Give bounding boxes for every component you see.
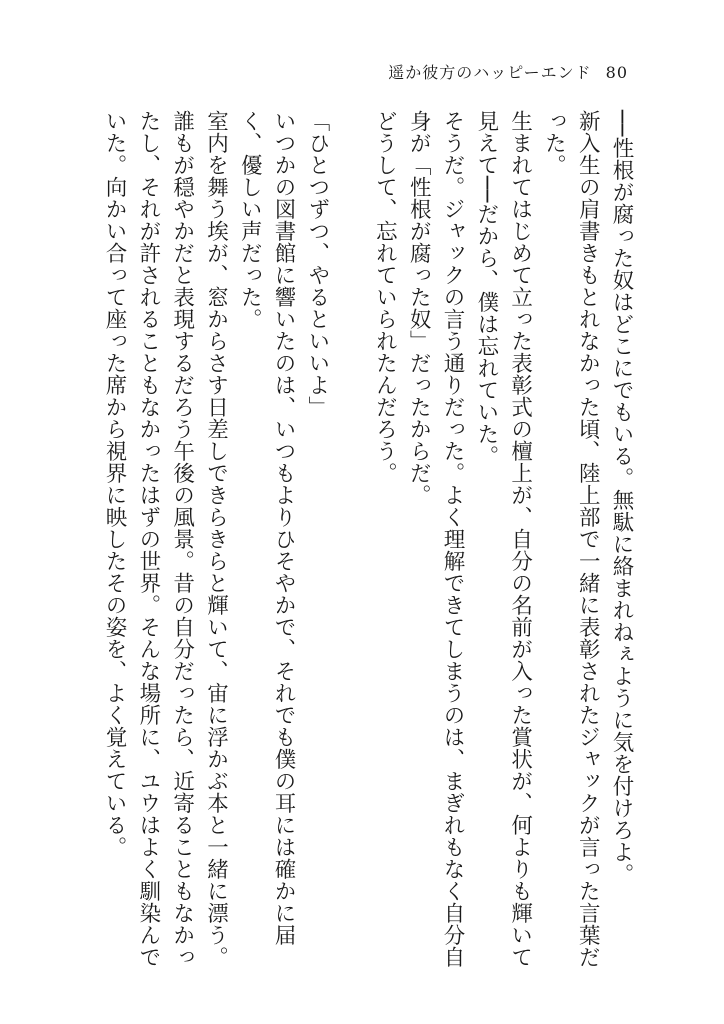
paragraph: ──性根が腐った奴はどこにでもいる。無駄に絡まれねぇように気を付けろよ。 [609,110,634,885]
paragraph: 新入生の肩書きもとれなかった頃、陸上部で一緒に表彰されたジャックが言った言葉だった。 [541,110,601,968]
paragraph: 生まれてはじめて立った表彰式の檀上が、自分の名前が入った賞状が、何よりも輝いて見えて──だから、僕は忘れていた。 [473,110,533,968]
blank-line [334,110,368,970]
book-title: 遥か彼方のハッピーエンド [388,63,592,82]
running-head [388,60,628,83]
page-number: 80 [605,63,628,82]
paragraph: どうして、忘れていられたんだろう。 [372,110,398,484]
paragraph: いつかの図書館に響いたのは、いつもよりひそやかで、それでも僕の耳には確かに届く、優しい声だった。 [237,110,297,946]
paragraph: 室内を舞う埃が、窓からさす日差しできらきらと輝いて、宙に浮かぶ本と一緒に漂う。 [203,110,229,968]
paragraph: 誰もが穏やかだと表現するだろう午後の風景。昔の自分だったら、近寄ることもなかったし、それが許されることもなかったはずの世界。そんな場所に、ユウはよく馴染んでいた。向かい合って座った席から視界に映したその姿を、よく覚えている。 [102,110,195,968]
body-text [102,110,638,970]
paragraph: 「ひとつずつ、やるといいよ」 [304,110,330,418]
paragraph: そうだ。ジャックの言う通りだった。よく理解できてしまうのは、まぎれもなく自分自身が「性根が腐った奴」だったからだ。 [406,110,466,968]
